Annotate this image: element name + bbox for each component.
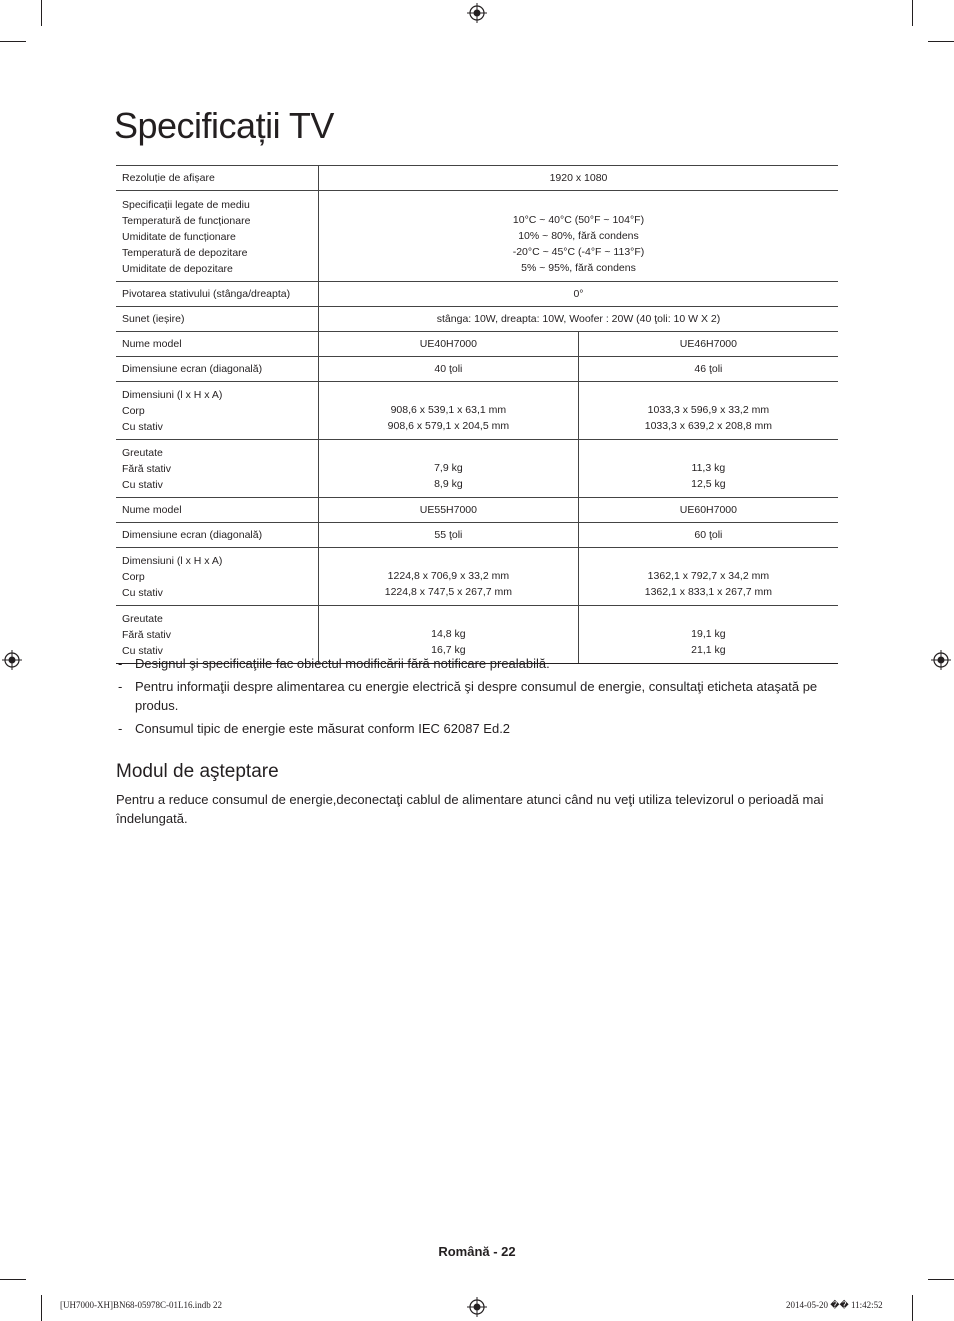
bullet-dash: - bbox=[118, 679, 123, 694]
bullet-dash: - bbox=[118, 721, 123, 736]
list-item bbox=[116, 677, 838, 715]
print-slug-filename: [UH7000-XH]BN68-05978C-01L16.indb 22 bbox=[60, 1300, 222, 1310]
section-body: Pentru a reduce consumul de energie,deconectaţi cablul de alimentare atunci când nu veţi utiliza televizorul o perioadă mai îndelungată. bbox=[116, 792, 824, 826]
value-line: 7,9 kg bbox=[434, 462, 463, 474]
label-line: Umiditate de funcționare bbox=[122, 231, 236, 243]
screen-size: 60 ţoli bbox=[578, 523, 838, 548]
value-line: 1033,3 x 639,2 x 208,8 mm bbox=[644, 420, 772, 432]
note-text: Consumul tipic de energie este măsurat conform IEC 62087 Ed.2 bbox=[135, 721, 511, 736]
crop-mark-bottom-right-v bbox=[912, 1295, 913, 1321]
section-heading: Modul de aşteptare bbox=[116, 761, 279, 782]
model-name: UE60H7000 bbox=[578, 498, 838, 523]
list-item bbox=[116, 719, 838, 738]
crop-mark-top-right-v bbox=[912, 0, 913, 26]
label-line: Temperatură de depozitare bbox=[122, 247, 248, 259]
label-line: Dimensiuni (l x H x A) bbox=[122, 555, 223, 567]
label-line: Specificații legate de mediu bbox=[122, 199, 250, 211]
label-line: Greutate bbox=[122, 447, 163, 459]
label-line: Greutate bbox=[122, 613, 163, 625]
label-line: Cu stativ bbox=[122, 587, 163, 599]
value-line: 12,5 kg bbox=[691, 478, 726, 490]
table-row bbox=[116, 307, 838, 332]
dimensions-value bbox=[578, 548, 838, 606]
table-row bbox=[116, 282, 838, 307]
label-line: Umiditate de depozitare bbox=[122, 263, 233, 275]
registration-crosshair-icon bbox=[931, 650, 951, 670]
note-text: Designul şi specificaţiile fac obiectul modificării fără notificare prealabilă. bbox=[135, 656, 550, 671]
table-row bbox=[116, 166, 838, 191]
row-label: Nume model bbox=[116, 498, 319, 523]
value-line: 1224,8 x 706,9 x 33,2 mm bbox=[387, 570, 510, 582]
value-line: 908,6 x 539,1 x 63,1 mm bbox=[390, 404, 507, 416]
row-value: 0° bbox=[319, 282, 839, 307]
value-line: -20°C ~ 45°C (-4°F ~ 113°F) bbox=[512, 246, 645, 258]
table-row bbox=[116, 357, 838, 382]
value-line: 19,1 kg bbox=[691, 628, 726, 640]
value-line: 1362,1 x 833,1 x 267,7 mm bbox=[644, 586, 772, 598]
row-label: Dimensiune ecran (diagonală) bbox=[116, 523, 319, 548]
print-slug-timestamp: 2014-05-20 �� 11:42:52 bbox=[786, 1300, 883, 1310]
table-row bbox=[116, 382, 838, 440]
model-name: UE55H7000 bbox=[319, 498, 579, 523]
crop-mark-top-right-h bbox=[928, 41, 954, 42]
label-line: Cu stativ bbox=[122, 479, 163, 491]
dimensions-value bbox=[319, 382, 579, 440]
crop-mark-bottom-right-h bbox=[928, 1279, 954, 1280]
label-line: Fără stativ bbox=[122, 463, 172, 475]
registration-crosshair-icon bbox=[467, 1297, 487, 1317]
label-line: Dimensiuni (l x H x A) bbox=[122, 389, 223, 401]
value-line: 908,6 x 579,1 x 204,5 mm bbox=[387, 420, 510, 432]
note-text: Pentru informaţii despre alimentarea cu energie electrică şi despre consumul de energie, consultaţi eticheta ataşată pe produs. bbox=[135, 679, 818, 713]
value-line: 10% ~ 80%, fără condens bbox=[518, 230, 639, 242]
row-value: 1920 x 1080 bbox=[319, 166, 839, 191]
row-label: Sunet (ieșire) bbox=[116, 307, 319, 332]
row-label bbox=[116, 191, 319, 282]
model-name: UE40H7000 bbox=[319, 332, 579, 357]
row-value bbox=[319, 191, 839, 282]
weight-value bbox=[578, 440, 838, 498]
row-label: Pivotarea stativului (stânga/dreapta) bbox=[116, 282, 319, 307]
crop-mark-top-left-h bbox=[0, 41, 26, 42]
row-label: Rezoluție de afișare bbox=[116, 166, 319, 191]
screen-size: 40 ţoli bbox=[319, 357, 579, 382]
row-label: Dimensiune ecran (diagonală) bbox=[116, 357, 319, 382]
value-line: 10°C ~ 40°C (50°F ~ 104°F) bbox=[512, 214, 645, 226]
table-row bbox=[116, 440, 838, 498]
label-line: Fără stativ bbox=[122, 629, 172, 641]
value-line: 14,8 kg bbox=[431, 628, 466, 640]
table-row bbox=[116, 191, 838, 282]
label-line: Corp bbox=[122, 571, 145, 583]
value-line: 5% ~ 95%, fără condens bbox=[521, 262, 636, 274]
dimensions-value bbox=[319, 548, 579, 606]
row-label bbox=[116, 440, 319, 498]
value-line: 8,9 kg bbox=[434, 478, 463, 490]
table-row bbox=[116, 332, 838, 357]
registration-crosshair-icon bbox=[2, 650, 22, 670]
table-row bbox=[116, 498, 838, 523]
weight-value bbox=[319, 440, 579, 498]
value-line: 11,3 kg bbox=[691, 462, 726, 474]
label-line: Cu stativ bbox=[122, 645, 163, 657]
crop-mark-bottom-left-h bbox=[0, 1279, 26, 1280]
screen-size: 55 ţoli bbox=[319, 523, 579, 548]
value-line: 16,7 kg bbox=[431, 644, 466, 656]
bullet-dash: - bbox=[118, 656, 123, 671]
page-title: Specificații TV bbox=[114, 105, 334, 146]
label-line: Corp bbox=[122, 405, 145, 417]
notes-list bbox=[116, 654, 838, 742]
value-line: 1224,8 x 747,5 x 267,7 mm bbox=[384, 586, 512, 598]
registration-crosshair-icon bbox=[467, 3, 487, 23]
value-line: 1362,1 x 792,7 x 34,2 mm bbox=[647, 570, 770, 582]
row-label bbox=[116, 548, 319, 606]
label-line: Cu stativ bbox=[122, 421, 163, 433]
crop-mark-bottom-left-v bbox=[41, 1295, 42, 1321]
row-label bbox=[116, 382, 319, 440]
row-value: stânga: 10W, dreapta: 10W, Woofer : 20W (40 ţoli: 10 W X 2) bbox=[319, 307, 839, 332]
table-row bbox=[116, 523, 838, 548]
label-line: Temperatură de funcționare bbox=[122, 215, 251, 227]
table-row bbox=[116, 548, 838, 606]
row-label: Nume model bbox=[116, 332, 319, 357]
spec-table bbox=[116, 165, 838, 664]
list-item bbox=[116, 654, 838, 673]
model-name: UE46H7000 bbox=[578, 332, 838, 357]
value-line: 1033,3 x 596,9 x 33,2 mm bbox=[647, 404, 770, 416]
dimensions-value bbox=[578, 382, 838, 440]
screen-size: 46 ţoli bbox=[578, 357, 838, 382]
page-number: Română - 22 bbox=[438, 1244, 516, 1259]
value-line: 21,1 kg bbox=[691, 644, 726, 656]
crop-mark-top-left-v bbox=[41, 0, 42, 26]
